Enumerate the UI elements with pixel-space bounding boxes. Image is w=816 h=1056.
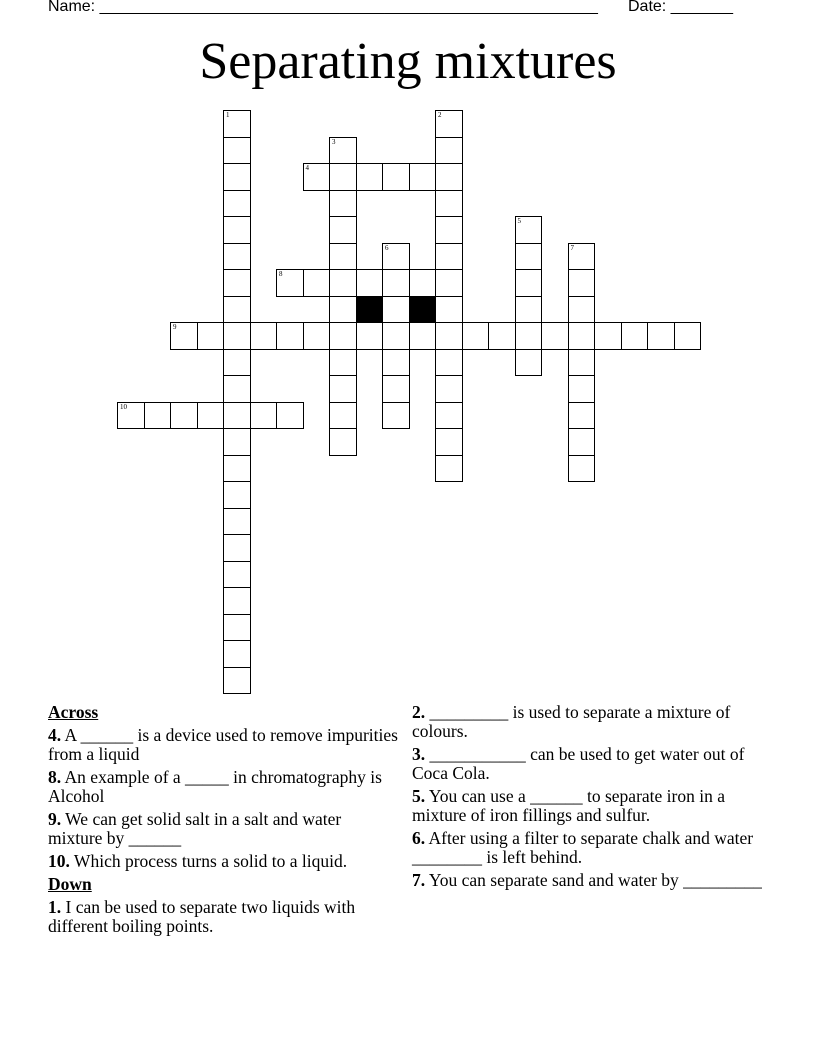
clue-text: After using a filter to separate chalk and water ________ is left behind. — [412, 828, 754, 867]
grid-cell[interactable] — [223, 375, 251, 403]
grid-cell[interactable] — [435, 402, 463, 430]
grid-cell[interactable] — [435, 428, 463, 456]
grid-cell[interactable] — [223, 216, 251, 244]
grid-cell[interactable] — [462, 322, 490, 350]
grid-cell[interactable] — [329, 375, 357, 403]
grid-cell[interactable] — [594, 322, 622, 350]
clue-item — [48, 768, 398, 806]
grid-cell[interactable] — [568, 243, 596, 271]
grid-cell[interactable] — [170, 322, 198, 350]
grid-cell[interactable] — [223, 614, 251, 642]
grid-cell[interactable] — [329, 243, 357, 271]
grid-cell[interactable] — [276, 402, 304, 430]
grid-cell[interactable] — [435, 375, 463, 403]
clue-item — [412, 787, 762, 825]
clue-number-label: 10 — [120, 402, 127, 411]
grid-cell[interactable] — [515, 296, 543, 324]
clue-number: 5. — [412, 786, 426, 806]
grid-cell[interactable] — [568, 296, 596, 324]
clue-item — [412, 829, 762, 867]
clue-number: 1. — [48, 897, 62, 917]
date-label: Date: _______ — [628, 0, 733, 15]
grid-cell[interactable] — [223, 110, 251, 138]
clue-number: 10. — [48, 851, 70, 871]
grid-cell[interactable] — [382, 163, 410, 191]
clue-text: A ______ is a device used to remove impurities from a liquid — [48, 725, 398, 764]
grid-cell[interactable] — [170, 402, 198, 430]
grid-block-cell — [409, 296, 437, 324]
grid-cell[interactable] — [435, 216, 463, 244]
down-heading: Down — [48, 874, 92, 894]
clue-number-label: 4 — [305, 164, 309, 172]
clue-number: 4. — [48, 725, 62, 745]
grid-cell[interactable] — [435, 269, 463, 297]
grid-cell[interactable] — [223, 667, 251, 695]
grid-cell[interactable] — [197, 322, 225, 350]
grid-cell[interactable] — [568, 322, 596, 350]
grid-cell[interactable] — [515, 349, 543, 377]
clue-item — [412, 745, 762, 783]
grid-cell[interactable] — [223, 428, 251, 456]
grid-cell[interactable] — [568, 269, 596, 297]
grid-cell[interactable] — [329, 322, 357, 350]
grid-cell[interactable] — [223, 190, 251, 218]
clue-number-label: 6 — [385, 243, 389, 252]
grid-cell[interactable] — [223, 455, 251, 483]
grid-cell[interactable] — [329, 296, 357, 324]
grid-cell[interactable] — [250, 322, 278, 350]
clue-number-label: 8 — [279, 270, 283, 278]
across-clue-list — [48, 726, 398, 871]
grid-cell[interactable] — [488, 322, 516, 350]
grid-cell[interactable] — [329, 402, 357, 430]
grid-cell[interactable] — [223, 587, 251, 615]
grid-cell[interactable] — [382, 375, 410, 403]
clue-number-label: 7 — [570, 243, 574, 252]
grid-cell[interactable] — [568, 455, 596, 483]
clue-number: 6. — [412, 828, 426, 848]
page-title: Separating mixtures — [199, 33, 617, 90]
grid-cell[interactable] — [329, 137, 357, 165]
grid-cell[interactable] — [568, 349, 596, 377]
clues-left-column — [48, 703, 398, 940]
grid-cell[interactable] — [356, 322, 384, 350]
grid-cell[interactable] — [250, 402, 278, 430]
clue-number-label: 1 — [226, 111, 230, 119]
clue-number: 8. — [48, 767, 62, 787]
grid-cell[interactable] — [303, 322, 331, 350]
grid-cell[interactable] — [329, 428, 357, 456]
grid-cell[interactable] — [356, 163, 384, 191]
grid-cell[interactable] — [382, 402, 410, 430]
grid-cell[interactable] — [435, 137, 463, 165]
grid-cell[interactable] — [223, 481, 251, 509]
grid-cell[interactable] — [382, 349, 410, 377]
grid-cell[interactable] — [409, 269, 437, 297]
across-heading: Across — [48, 702, 99, 722]
grid-cell[interactable] — [568, 375, 596, 403]
grid-cell[interactable] — [515, 322, 543, 350]
grid-cell[interactable] — [435, 110, 463, 138]
grid-cell[interactable] — [329, 190, 357, 218]
grid-cell[interactable] — [515, 216, 543, 244]
clue-number: 7. — [412, 870, 426, 890]
grid-cell[interactable] — [223, 402, 251, 430]
grid-cell[interactable] — [329, 216, 357, 244]
clue-text: We can get solid salt in a salt and water mixture by ______ — [48, 809, 342, 848]
grid-cell[interactable] — [223, 163, 251, 191]
clue-item — [48, 898, 398, 936]
grid-cell[interactable] — [435, 455, 463, 483]
clue-text: I can be used to separate two liquids with different boiling points. — [48, 897, 356, 936]
grid-cell[interactable] — [382, 322, 410, 350]
grid-cell[interactable] — [223, 296, 251, 324]
grid-cell[interactable] — [541, 322, 569, 350]
clue-item — [412, 703, 762, 741]
clue-number: 9. — [48, 809, 62, 829]
grid-cell[interactable] — [435, 163, 463, 191]
grid-cell[interactable] — [329, 349, 357, 377]
grid-cell[interactable] — [329, 163, 357, 191]
grid-cell[interactable] — [223, 534, 251, 562]
grid-cell[interactable] — [356, 269, 384, 297]
grid-cell[interactable] — [223, 561, 251, 589]
clue-text: You can separate sand and water by _________ — [425, 870, 762, 890]
grid-cell[interactable] — [515, 243, 543, 271]
clue-number: 3. — [412, 744, 426, 764]
grid-cell[interactable] — [117, 402, 145, 430]
grid-cell[interactable] — [144, 402, 172, 430]
clue-number: 2. — [412, 702, 426, 722]
clue-text: ___________ can be used to get water out of Coca Cola. — [412, 744, 745, 783]
clue-text: An example of a _____ in chromatography is Alcohol — [48, 767, 382, 806]
clue-text: Which process turns a solid to a liquid. — [69, 851, 348, 871]
grid-cell[interactable] — [223, 269, 251, 297]
clue-item — [48, 810, 398, 848]
grid-cell[interactable] — [568, 428, 596, 456]
grid-cell[interactable] — [382, 269, 410, 297]
grid-cell[interactable] — [382, 243, 410, 271]
clue-text: _________ is used to separate a mixture of colours. — [412, 702, 731, 741]
grid-block-cell — [356, 296, 384, 324]
grid-cell[interactable] — [276, 269, 304, 297]
grid-cell[interactable] — [303, 269, 331, 297]
grid-cell[interactable] — [647, 322, 675, 350]
grid-cell[interactable] — [223, 322, 251, 350]
grid-cell[interactable] — [223, 640, 251, 668]
clue-number-label: 9 — [173, 323, 177, 331]
grid-cell[interactable] — [409, 163, 437, 191]
grid-cell[interactable] — [223, 243, 251, 271]
grid-cell[interactable] — [435, 296, 463, 324]
grid-cell[interactable] — [435, 243, 463, 271]
clue-number-label: 3 — [332, 137, 336, 146]
grid-cell[interactable] — [621, 322, 649, 350]
grid-cell[interactable] — [223, 508, 251, 536]
clue-number-label: 2 — [438, 111, 442, 119]
grid-cell[interactable] — [197, 402, 225, 430]
name-label: Name: ________________________________________________________ — [48, 0, 598, 15]
clue-item — [48, 726, 398, 764]
clue-number-label: 5 — [517, 217, 521, 225]
grid-cell[interactable] — [303, 163, 331, 191]
clue-item — [48, 852, 398, 871]
grid-cell[interactable] — [329, 269, 357, 297]
grid-cell[interactable] — [568, 402, 596, 430]
clues-right-column — [412, 703, 762, 894]
grid-cell[interactable] — [435, 190, 463, 218]
grid-cell[interactable] — [515, 269, 543, 297]
grid-cell[interactable] — [382, 296, 410, 324]
clue-text: You can use a ______ to separate iron in a mixture of iron fillings and sulfur. — [412, 786, 725, 825]
down-clue-list-left — [48, 898, 398, 936]
down-clue-list-right — [412, 703, 762, 890]
grid-cell[interactable] — [435, 349, 463, 377]
grid-cell[interactable] — [435, 322, 463, 350]
grid-cell[interactable] — [223, 349, 251, 377]
grid-cell[interactable] — [674, 322, 702, 350]
clue-item — [412, 871, 762, 890]
grid-cell[interactable] — [276, 322, 304, 350]
grid-cell[interactable] — [223, 137, 251, 165]
grid-cell[interactable] — [409, 322, 437, 350]
